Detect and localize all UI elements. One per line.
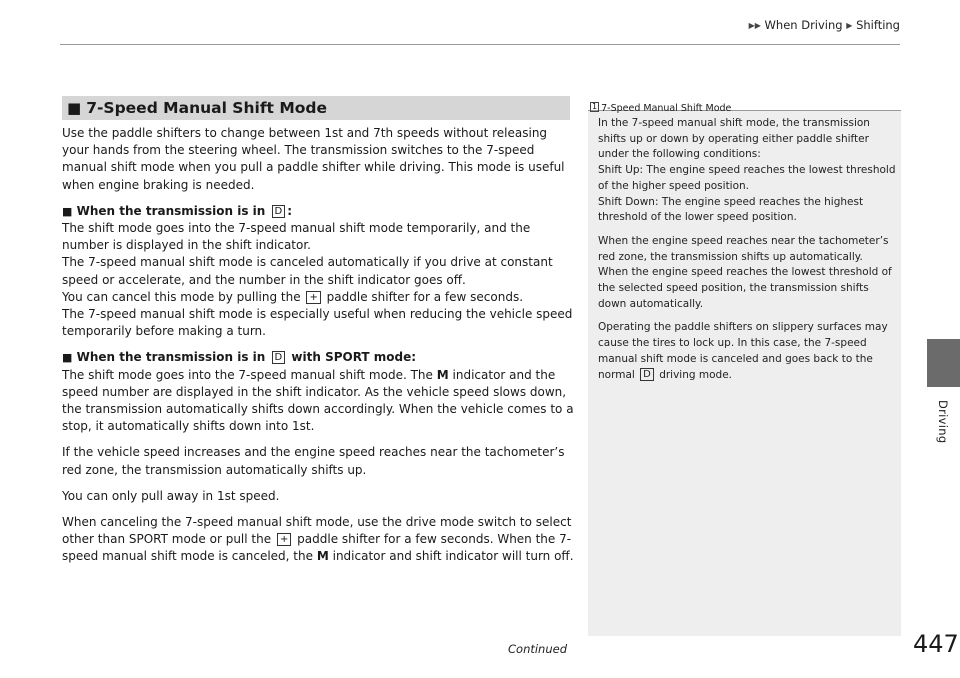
sidebar-paragraph-3: Operating the paddle shifters on slippery surfaces may cause the tires to lock up. In this case, the 7-speed manual shift mode is canceled and goes back to the normal D driving mode. (598, 321, 888, 381)
sidebar-header (588, 96, 901, 114)
breadcrumb (749, 18, 900, 32)
sidebar-paragraph-1: In the 7-speed manual shift mode, the transmission shifts up or down by operating either paddle shifter under the following conditions: (598, 117, 870, 161)
intro-paragraph: Use the paddle shifters to change between 1st and 7th speeds without releasing your hands from the steering wheel. The transmission switches to the 7-speed manual shift mode when you pull a paddle shifter while driving. This mode is useful when engine braking is needed. (62, 126, 565, 192)
subheading-marker-icon: ■ (62, 351, 73, 365)
breadcrumb-arrow-icon: ▶▶ (748, 21, 761, 30)
sub1-paragraph-2: The 7-speed manual shift mode is canceled automatically if you drive at constant speed or accelerate, and the number in the shift indicator goes off. (62, 255, 553, 287)
chapter-tab (927, 339, 960, 387)
d-position-icon: D (272, 351, 286, 364)
sub2-paragraph: The shift mode goes into the 7-speed manual shift mode. The M indicator and the speed number are displayed in the shift indicator. As the vehicle speed slows down, the transmission automatically shifts down accordingly. When the vehicle comes to a stop, it automatically shifts down into 1st. (62, 367, 574, 434)
chapter-label: Driving (936, 400, 950, 444)
sidebar-shift-down: Shift Down: The engine speed reaches the highest threshold of the lower speed position. (598, 195, 864, 224)
sidebar-title: 7-Speed Manual Shift Mode (601, 103, 732, 114)
sub1-paragraph-3: You can cancel this mode by pulling the + paddle shifter for a few seconds. (62, 289, 524, 304)
section-marker-icon: ■ (67, 99, 82, 117)
sub1-paragraph-1: The shift mode goes into the 7-speed manual shift mode temporarily, and the number is displayed in the shift indicator. (62, 221, 531, 253)
first-speed-paragraph: You can only pull away in 1st speed. (62, 488, 280, 503)
breadcrumb-separator-icon: ▶ (846, 21, 853, 30)
breadcrumb-part-2: Shifting (856, 18, 900, 32)
header-rule (60, 44, 900, 45)
breadcrumb-part-1: When Driving (764, 18, 843, 32)
tachometer-paragraph: If the vehicle speed increases and the engine speed reaches near the tachometer’s red zone, the transmission automatically shifts up. (62, 445, 565, 477)
plus-paddle-icon: + (277, 533, 291, 546)
sidebar-shift-up: Shift Up: The engine speed reaches the lowest threshold of the higher speed position. (598, 164, 896, 192)
sidebar-paragraph-2b: When the engine speed reaches the lowest threshold of the selected speed position, the transmission shifts down automatically. (598, 266, 892, 310)
main-content (62, 125, 574, 575)
m-indicator-label: M (436, 367, 449, 382)
sidebar-paragraph-2: When the engine speed reaches near the tachometer’s red zone, the transmission shifts up automatically. (598, 234, 889, 263)
section-title: 7-Speed Manual Shift Mode (86, 99, 328, 117)
plus-paddle-icon: + (306, 291, 320, 304)
sidebar-note (588, 96, 901, 636)
m-indicator-label: M (316, 549, 329, 564)
section-header (62, 96, 570, 120)
d-position-icon: D (640, 368, 654, 381)
subheading-d-sport: ■ When the transmission is in D with SPORT mode: (62, 350, 417, 365)
page-number: 447 (913, 630, 959, 658)
sub1-paragraph-4: The 7-speed manual shift mode is especially useful when reducing the vehicle speed temporarily before making a turn. (62, 307, 573, 339)
cancel-paragraph: When canceling the 7-speed manual shift mode, use the drive mode switch to select other than SPORT mode or pull the + paddle shifter for a few seconds. When the 7-speed manual shift mode is canceled, the M indicator and shift indicator will turn off. (62, 515, 574, 564)
d-position-icon: D (272, 205, 286, 218)
subheading-marker-icon: ■ (62, 204, 73, 218)
note-number-icon: 1 (592, 102, 598, 111)
subheading-d-position: ■ When the transmission is in D : (62, 203, 293, 218)
continued-label: Continued (508, 642, 568, 656)
sidebar-body (598, 116, 896, 391)
